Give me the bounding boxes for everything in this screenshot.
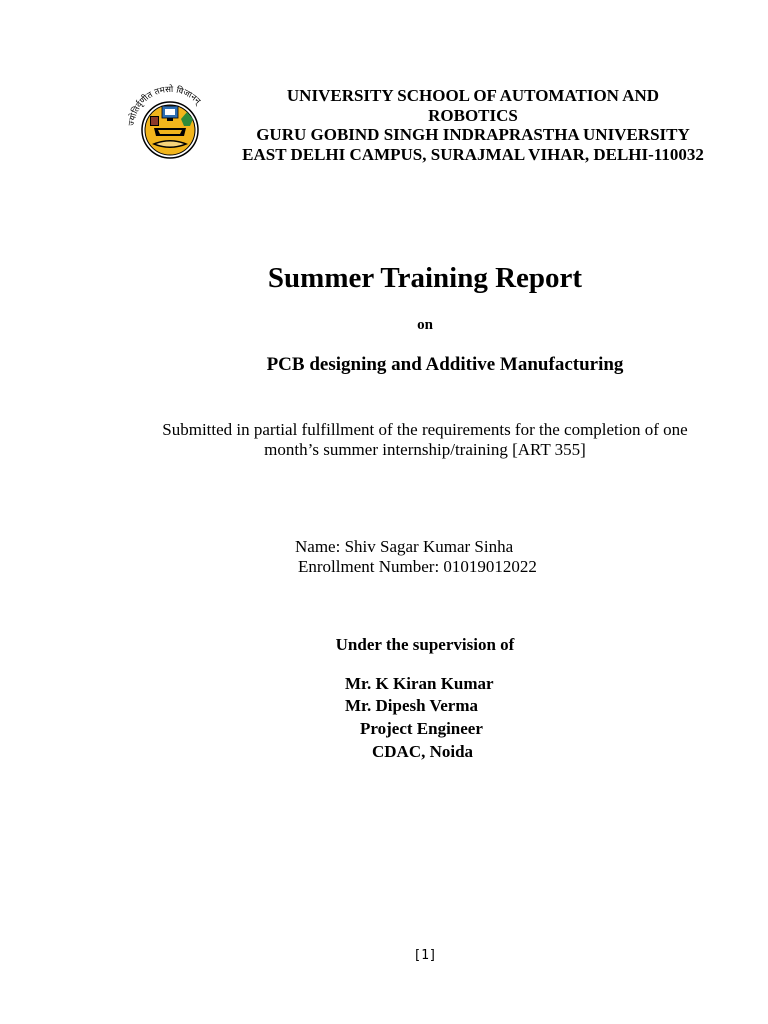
submission-line-1: Submitted in partial fulfillment of the requirements for the completion of one	[162, 420, 688, 439]
supervision-heading: Under the supervision of	[335, 635, 515, 654]
header-line-address: EAST DELHI CAMPUS, SURAJMAL VIHAR, DELHI-110032	[242, 144, 704, 164]
supervisor-name-1: Mr. K Kiran Kumar	[345, 674, 494, 693]
university-logo	[122, 84, 218, 164]
submission-line-2: month’s summer internship/training [ART 355]	[264, 440, 586, 459]
report-subject: PCB designing and Additive Manufacturing	[266, 354, 624, 375]
header-line-university: GURU GOBIND SINGH INDRAPRASTHA UNIVERSITY	[256, 125, 690, 144]
page-number: [1]	[413, 948, 437, 963]
submission-statement	[140, 420, 710, 460]
report-on: on	[417, 317, 433, 333]
supervisor-designation: Project Engineer	[360, 719, 483, 738]
enrollment-number: Enrollment Number: 01019012022	[298, 557, 537, 576]
supervisor-organization: CDAC, Noida	[372, 742, 474, 761]
logo-motto: ज्योतिर्वृणीत तमसो विजानन्	[127, 84, 203, 127]
supervisor-name-2: Mr. Dipesh Verma	[345, 696, 479, 715]
header-line-school: UNIVERSITY SCHOOL OF AUTOMATION AND	[286, 86, 660, 105]
university-header	[218, 86, 728, 164]
report-title: Summer Training Report	[267, 262, 583, 294]
student-name: Name: Shiv Sagar Kumar Sinha	[295, 537, 514, 556]
header-line-school-cont: ROBOTICS	[428, 105, 518, 125]
